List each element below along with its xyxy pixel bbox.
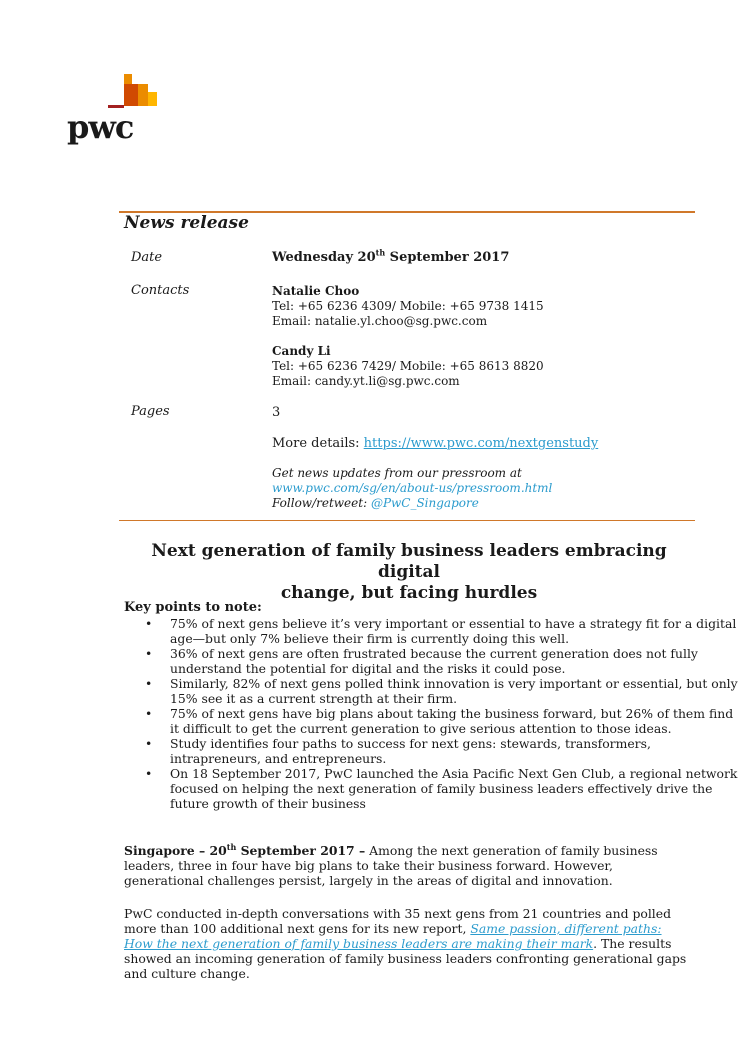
body-paragraph-1: Singapore – 20th September 2017 – Among the next generation of family business leaders, three in four have big plans to take their business forward. However, generational challenges persist, largely in the areas of digital and innovation.: [124, 841, 658, 888]
key-points-title: Key points to note:: [124, 600, 262, 615]
twitter-link[interactable]: @PwC_Singapore: [370, 496, 479, 510]
body-paragraph-2: PwC conducted in-depth conversations with 35 next gens from 21 countries and polled more than 100 additional next gens for its new report, Same passion, different paths: How the next generation of family business leaders are making their mark. The results showed an incoming generation of family business leaders confronting generational gaps and culture change.: [124, 906, 687, 981]
contact-email: Email: natalie.yl.choo@sg.pwc.com: [272, 314, 488, 328]
pressroom-link[interactable]: www.pwc.com/sg/en/about-us/pressroom.html: [272, 481, 553, 495]
pages-value: 3: [272, 405, 281, 420]
contact-candy: [272, 344, 544, 389]
date-value: Wednesday 20th September 2017: [272, 247, 510, 265]
key-points-list: [124, 616, 740, 811]
more-details: More details: https://www.pwc.com/nextgenstudy: [272, 436, 599, 451]
contact-tel: Tel: +65 6236 7429/ Mobile: +65 8613 8820: [272, 359, 544, 373]
pressroom-block: [272, 466, 552, 511]
contact-natalie: [272, 284, 544, 329]
report-link[interactable]: Same passion, different paths: How the next generation of family business leaders are making their mark: [124, 921, 662, 951]
list-item: • Study identifies four paths to success for next gens: stewards, transformers, intrapreneurs, and entrepreneurs.: [170, 736, 740, 766]
contact-email: Email: candy.yt.li@sg.pwc.com: [272, 374, 460, 388]
news-release-title: News release: [124, 213, 249, 233]
list-item: • On 18 September 2017, PwC launched the Asia Pacific Next Gen Club, a regional network focused on helping the next generation of family business leaders effectively drive the future growth of their business: [170, 766, 740, 811]
logo-block-amber: [138, 84, 148, 106]
logo-block-yellow: [148, 92, 157, 106]
contact-name: Candy Li: [272, 344, 331, 358]
list-item: • Similarly, 82% of next gens polled think innovation is very important or essential, but only 15% see it as a current strength at their firm.: [170, 676, 740, 706]
dateline: Singapore – 20th September 2017 –: [124, 841, 366, 858]
list-item: • 75% of next gens have big plans about taking the business forward, but 26% of them find it difficult to get the current generation to give serious attention to those ideas.: [170, 706, 740, 736]
contacts-label: Contacts: [131, 283, 190, 298]
updates-text: Get news updates from our pressroom at: [272, 466, 522, 480]
follow-line: Follow/retweet: @PwC_Singapore: [272, 496, 479, 510]
contact-name: Natalie Choo: [272, 284, 360, 298]
pages-label: Pages: [131, 404, 170, 419]
logo-wordmark: pwc: [67, 108, 134, 146]
list-item: • 75% of next gens believe it’s very important or essential to have a strategy fit for a digital age—but only 7% believe their firm is currently doing this well.: [170, 616, 740, 646]
headline: Next generation of family business leaders embracing digital change, but facing hurdles: [151, 541, 667, 603]
meta-rule: [119, 520, 695, 521]
nextgenstudy-link[interactable]: https://www.pwc.com/nextgenstudy: [363, 436, 599, 451]
contact-tel: Tel: +65 6236 4309/ Mobile: +65 9738 1415: [272, 299, 544, 313]
date-label: Date: [131, 250, 163, 265]
logo-block-orange: [124, 84, 138, 106]
logo-block-dark: [124, 74, 132, 84]
list-item: • 36% of next gens are often frustrated because the current generation does not fully understand the potential for digital and the risks it could pose.: [170, 646, 740, 676]
